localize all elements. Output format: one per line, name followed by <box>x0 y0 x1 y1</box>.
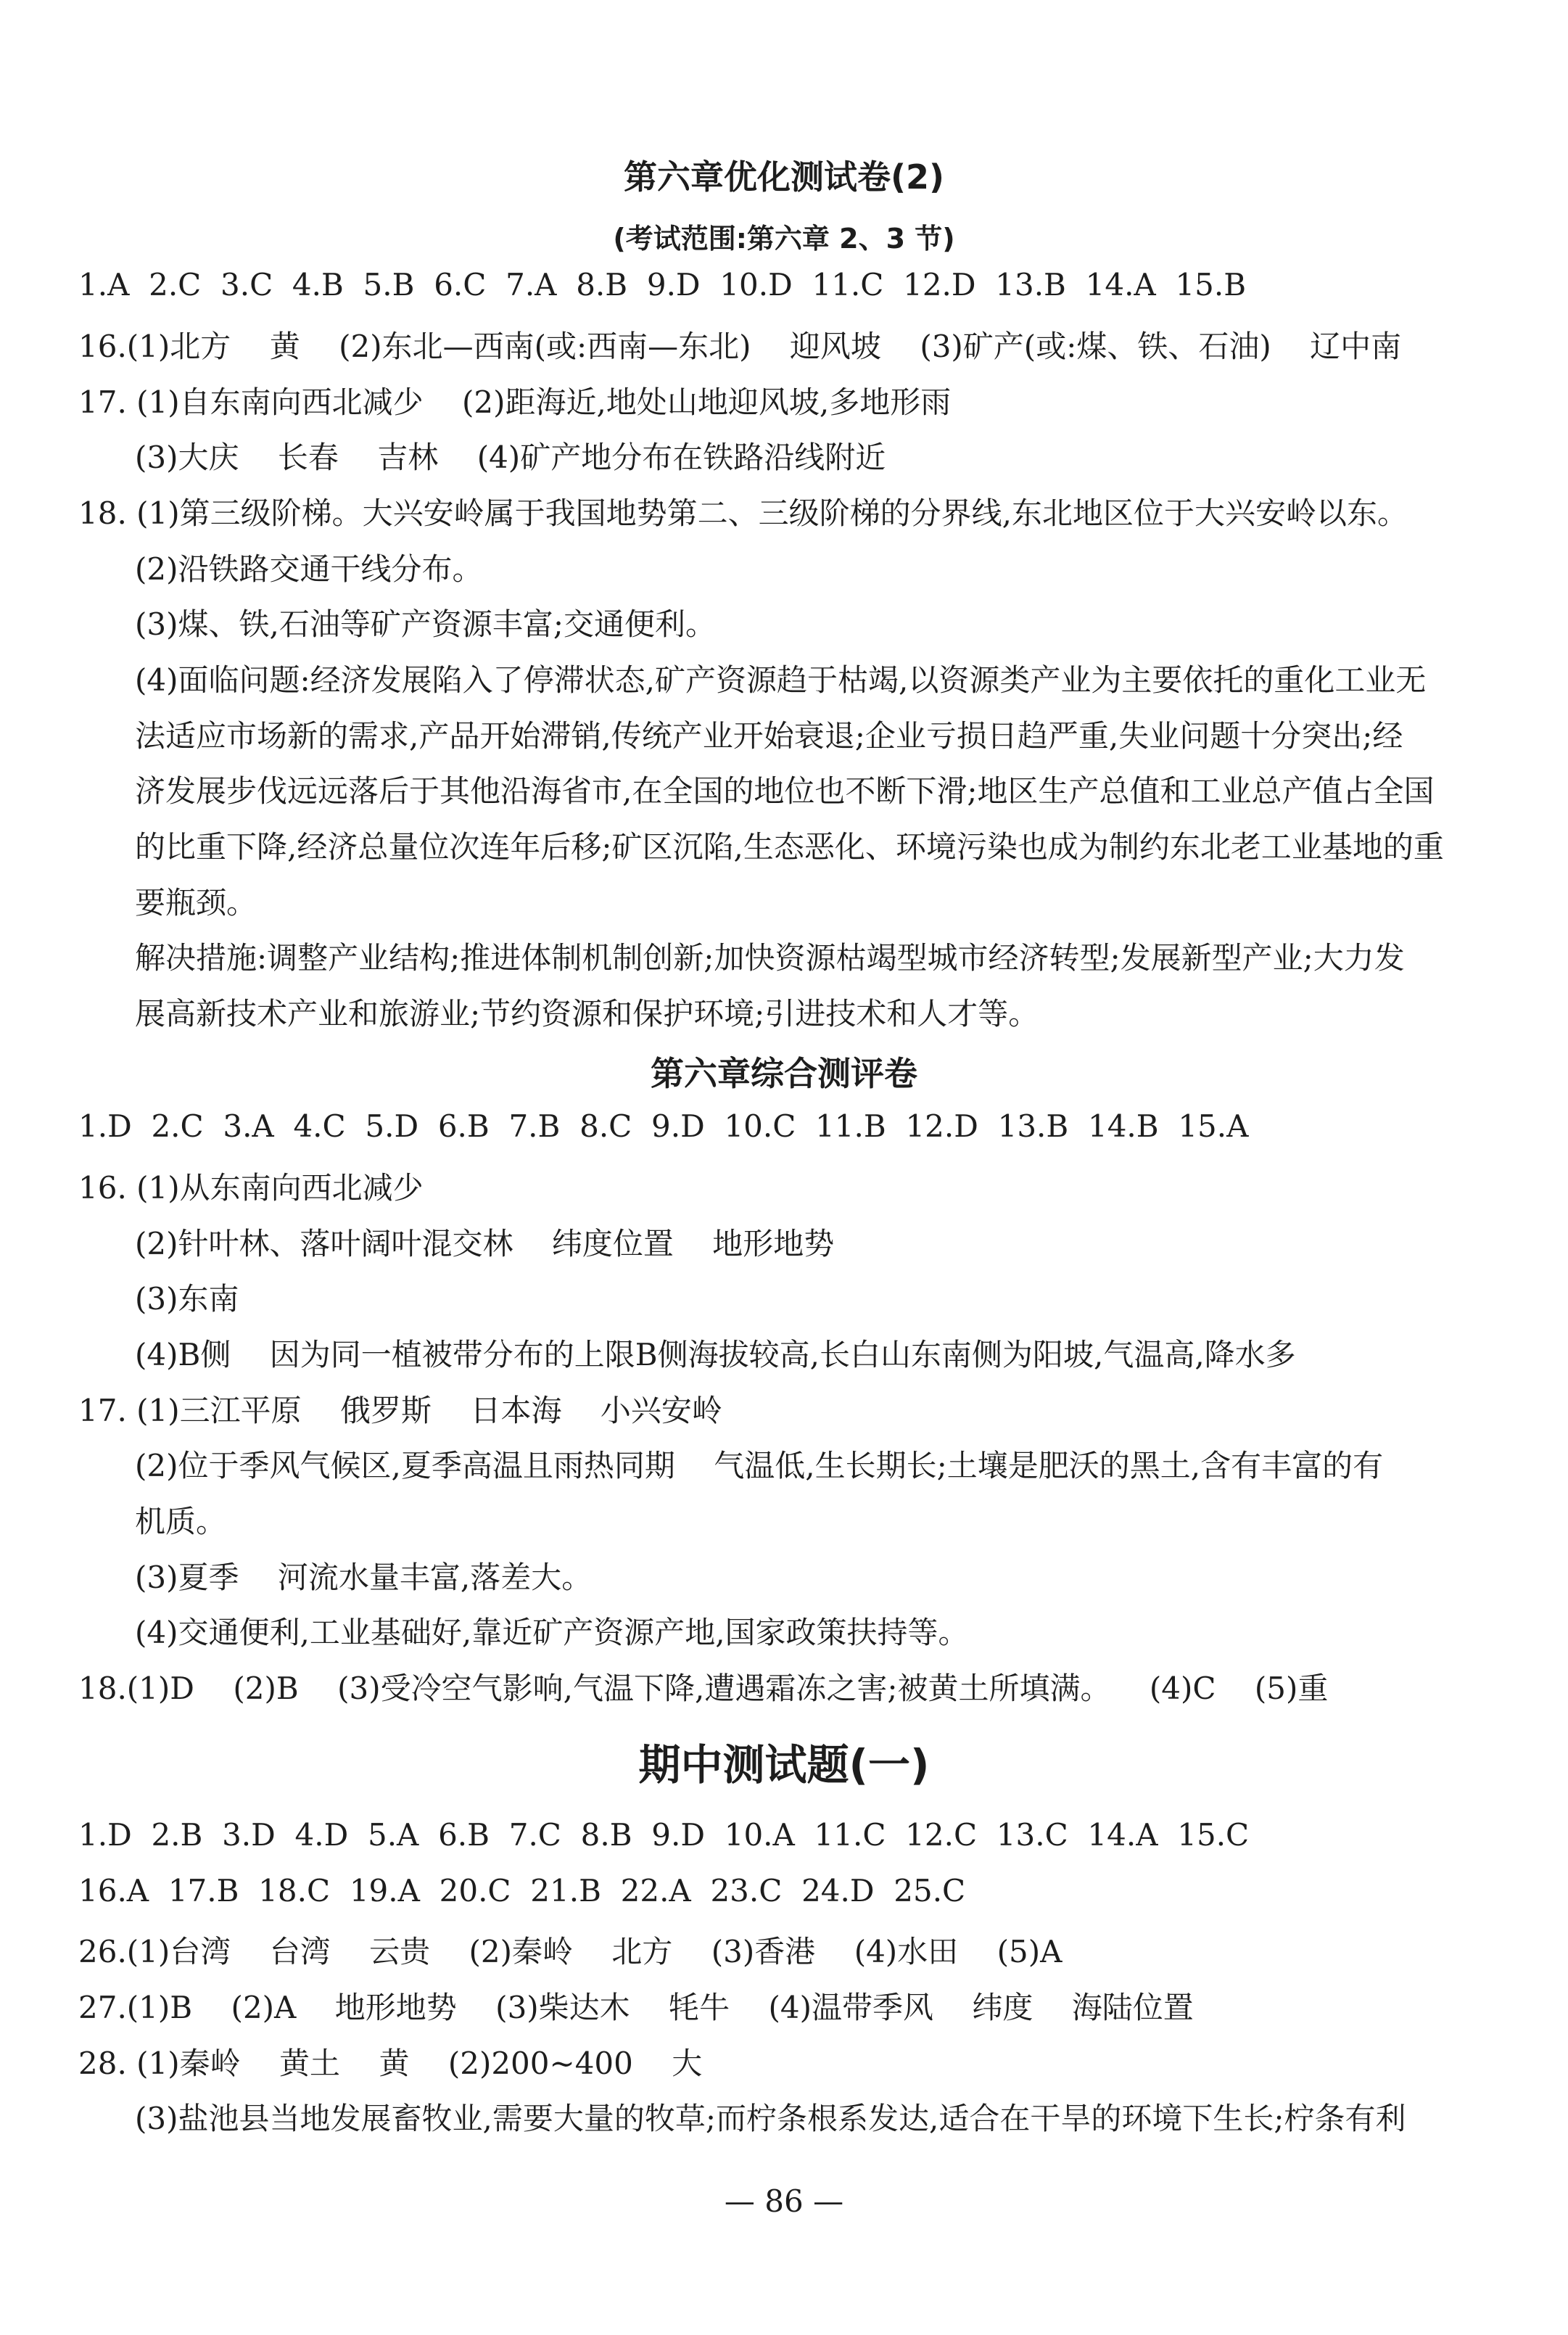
answer-line: 济发展步伐远远落后于其他沿海省市,在全国的地位也不断下滑;地区生产总值和工业总产值占全国 <box>135 773 1435 809</box>
answer-line: 18. (1)第三级阶梯。大兴安岭属于我国地势第二、三级阶梯的分界线,东北地区位于大兴安岭以东。 <box>78 495 1408 531</box>
answer-line: 17. (1)自东南向西北减少 (2)距海近,地处山地迎风坡,多地形雨 <box>78 384 952 420</box>
answer-line: 1.D 2.B 3.D 4.D 5.A 6.B 7.C 8.B 9.D 10.A 11.C 12.C 13.C 14.A 15.C <box>78 1817 1250 1853</box>
answer-line: 17. (1)三江平原 俄罗斯 日本海 小兴安岭 <box>78 1393 722 1428</box>
answer-line: (4)B侧 因为同一植被带分布的上限B侧海拔较高,长白山东南侧为阳坡,气温高,降水多 <box>135 1337 1296 1372</box>
page-number: — 86 — <box>724 2183 844 2219</box>
answer-line: 展高新技术产业和旅游业;节约资源和保护环境;引进技术和人才等。 <box>135 996 1039 1031</box>
section-title: 期中测试题(一) <box>638 1740 930 1790</box>
section-subtitle: (考试范围:第六章 2、3 节) <box>613 223 955 255</box>
answer-line: 16.A 17.B 18.C 19.A 20.C 21.B 22.A 23.C 24.D 25.C <box>78 1873 966 1908</box>
answer-line: 机质。 <box>135 1504 227 1539</box>
answer-line: (4)交通便利,工业基础好,靠近矿产资源产地,国家政策扶持等。 <box>135 1615 969 1650</box>
answer-line: 27.(1)B (2)A 地形地势 (3)柴达木 牦牛 (4)温带季风 纬度 海陆位置 <box>78 1990 1194 2025</box>
answer-line: (2)沿铁路交通干线分布。 <box>135 551 483 587</box>
answer-line: (4)面临问题:经济发展陷入了停滞状态,矿产资源趋于枯竭,以资源类产业为主要依托的重化工业无 <box>135 662 1427 698</box>
answer-line: 法适应市场新的需求,产品开始滞销,传统产业开始衰退;企业亏损日趋严重,失业问题十分突出;经 <box>135 718 1403 754</box>
answer-line: (3)东南 <box>135 1281 239 1317</box>
answer-line: (3)煤、铁,石油等矿产资源丰富;交通便利。 <box>135 606 716 642</box>
answer-line: 1.A 2.C 3.C 4.B 5.B 6.C 7.A 8.B 9.D 10.D 11.C 12.D 13.B 14.A 15.B <box>78 267 1247 302</box>
answer-line: 的比重下降,经济总量位次连年后移;矿区沉陷,生态恶化、环境污染也成为制约东北老工业基地的重 <box>135 829 1444 865</box>
section-title: 第六章综合测评卷 <box>651 1054 917 1093</box>
answer-line: 26.(1)台湾 台湾 云贵 (2)秦岭 北方 (3)香港 (4)水田 (5)A <box>78 1934 1062 1969</box>
answer-line: 18.(1)D (2)B (3)受冷空气影响,气温下降,遭遇霜冻之害;被黄土所填满。 (4)C (5)重 <box>78 1671 1329 1706</box>
answer-line: 解决措施:调整产业结构;推进体制机制创新;加快资源枯竭型城市经济转型;发展新型产业;大力发 <box>135 940 1405 976</box>
answer-line: (2)针叶林、落叶阔叶混交林 纬度位置 地形地势 <box>135 1226 835 1261</box>
answer-line: 1.D 2.C 3.A 4.C 5.D 6.B 7.B 8.C 9.D 10.C 11.B 12.D 13.B 14.B 15.A <box>78 1108 1249 1144</box>
answer-line: (3)盐池县当地发展畜牧业,需要大量的牧草;而柠条根系发达,适合在干旱的环境下生长;柠条有利 <box>135 2101 1406 2136</box>
answer-line: 16.(1)北方 黄 (2)东北—西南(或:西南—东北) 迎风坡 (3)矿产(或:煤、铁、石油) 辽中南 <box>78 329 1402 364</box>
answer-line: 16. (1)从东南向西北减少 <box>78 1170 424 1206</box>
answer-line: (3)夏季 河流水量丰富,落差大。 <box>135 1560 593 1595</box>
answer-line: 28. (1)秦岭 黄土 黄 (2)200~400 大 <box>78 2046 703 2081</box>
answer-line: 要瓶颈。 <box>135 885 257 921</box>
section-title: 第六章优化测试卷(2) <box>623 157 945 197</box>
answer-line: (3)大庆 长春 吉林 (4)矿产地分布在铁路沿线附近 <box>135 440 886 475</box>
answer-line: (2)位于季风气候区,夏季高温且雨热同期 气温低,生长期长;土壤是肥沃的黑土,含有丰富的有 <box>135 1448 1384 1483</box>
